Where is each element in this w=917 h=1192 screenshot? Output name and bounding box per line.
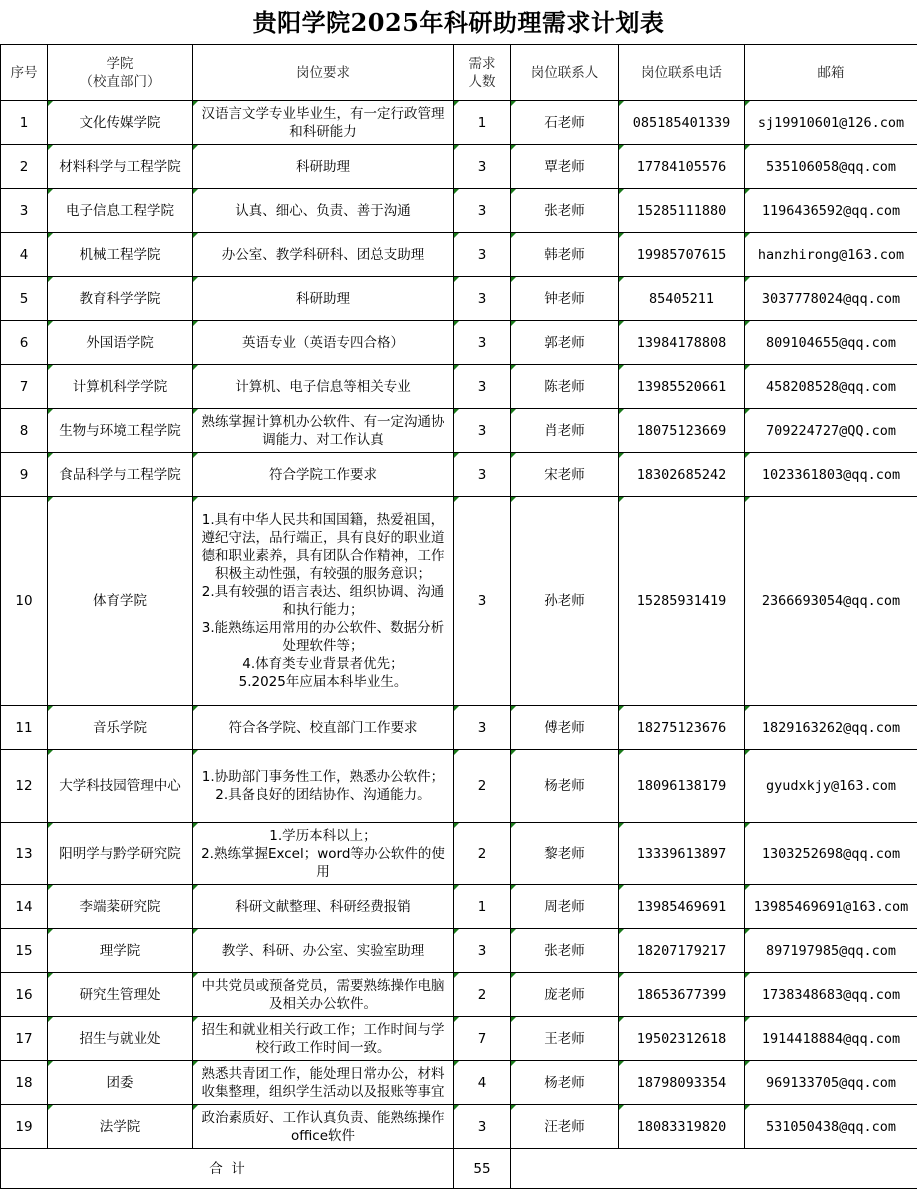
row-requirement: 教学、科研、办公室、实验室助理	[193, 929, 454, 973]
row-index: 13	[1, 823, 48, 885]
row-contact: 石老师	[511, 101, 619, 145]
row-index: 12	[1, 750, 48, 823]
row-email: 1914418884@qq.com	[745, 1017, 917, 1061]
header-phone: 岗位联系电话	[619, 45, 745, 101]
total-label: 合 计	[1, 1149, 454, 1189]
row-index: 5	[1, 277, 48, 321]
total-count: 55	[454, 1149, 511, 1189]
row-dept: 团委	[48, 1061, 193, 1105]
row-contact: 宋老师	[511, 453, 619, 497]
row-index: 3	[1, 189, 48, 233]
row-requirement: 科研助理	[193, 277, 454, 321]
row-contact: 覃老师	[511, 145, 619, 189]
row-requirement: 中共党员或预备党员，需要熟练操作电脑及相关办公软件。	[193, 973, 454, 1017]
table-row	[1, 973, 917, 1017]
row-index: 11	[1, 706, 48, 750]
row-contact: 张老师	[511, 189, 619, 233]
row-count: 3	[454, 497, 511, 706]
header-dept: 学院 （校直部门）	[48, 45, 193, 101]
row-phone: 18302685242	[619, 453, 745, 497]
row-phone: 13985469691	[619, 885, 745, 929]
row-requirement: 科研文献整理、科研经费报销	[193, 885, 454, 929]
row-count: 4	[454, 1061, 511, 1105]
table-row	[1, 277, 917, 321]
table-row	[1, 885, 917, 929]
row-email: 1738348683@qq.com	[745, 973, 917, 1017]
row-email: 458208528@qq.com	[745, 365, 917, 409]
row-count: 7	[454, 1017, 511, 1061]
row-index: 8	[1, 409, 48, 453]
row-count: 3	[454, 1105, 511, 1149]
row-contact: 杨老师	[511, 1061, 619, 1105]
row-dept: 法学院	[48, 1105, 193, 1149]
table-row	[1, 189, 917, 233]
row-email: 1023361803@qq.com	[745, 453, 917, 497]
row-dept: 生物与环境工程学院	[48, 409, 193, 453]
requirements-table	[0, 44, 917, 1189]
row-count: 1	[454, 101, 511, 145]
table-row	[1, 1061, 917, 1105]
row-requirement: 政治素质好、工作认真负责、能熟练操作office软件	[193, 1105, 454, 1149]
row-email: sj19910601@126.com	[745, 101, 917, 145]
row-requirement: 1.协助部门事务性工作，熟悉办公软件； 2.具备良好的团结协作、沟通能力。	[193, 750, 454, 823]
row-email: hanzhirong@163.com	[745, 233, 917, 277]
row-dept: 研究生管理处	[48, 973, 193, 1017]
row-contact: 杨老师	[511, 750, 619, 823]
row-requirement: 符合各学院、校直部门工作要求	[193, 706, 454, 750]
table-row	[1, 706, 917, 750]
row-count: 3	[454, 233, 511, 277]
row-count: 3	[454, 453, 511, 497]
row-phone: 15285111880	[619, 189, 745, 233]
table-row	[1, 145, 917, 189]
row-phone: 19502312618	[619, 1017, 745, 1061]
row-email: 969133705@qq.com	[745, 1061, 917, 1105]
header-requirement: 岗位要求	[193, 45, 454, 101]
row-count: 2	[454, 823, 511, 885]
table-row	[1, 750, 917, 823]
table-row	[1, 233, 917, 277]
row-index: 6	[1, 321, 48, 365]
row-email: 13985469691@163.com	[745, 885, 917, 929]
row-dept: 电子信息工程学院	[48, 189, 193, 233]
row-requirement: 汉语言文学专业毕业生，有一定行政管理和科研能力	[193, 101, 454, 145]
row-email: 531050438@qq.com	[745, 1105, 917, 1149]
row-phone: 15285931419	[619, 497, 745, 706]
row-phone: 18075123669	[619, 409, 745, 453]
row-phone: 085185401339	[619, 101, 745, 145]
row-requirement: 1.具有中华人民共和国国籍，热爱祖国，遵纪守法，品行端正，具有良好的职业道德和职业素养，具有团队合作精神，工作积极主动性强，有较强的服务意识； 2.具有较强的语言表达、组织协调、沟通和执行能力； 3.能熟练运用常用的办公软件、数据分析处理软件等； 4.体育类专业背景者优先； 5.2025年应届本科毕业生。	[193, 497, 454, 706]
row-requirement: 科研助理	[193, 145, 454, 189]
row-index: 17	[1, 1017, 48, 1061]
row-requirement: 熟悉共青团工作，能处理日常办公，材料收集整理，组织学生活动以及报账等事宜	[193, 1061, 454, 1105]
row-phone: 18207179217	[619, 929, 745, 973]
row-count: 2	[454, 750, 511, 823]
row-dept: 计算机科学学院	[48, 365, 193, 409]
row-contact: 钟老师	[511, 277, 619, 321]
row-contact: 肖老师	[511, 409, 619, 453]
row-count: 3	[454, 145, 511, 189]
row-contact: 张老师	[511, 929, 619, 973]
row-count: 3	[454, 321, 511, 365]
row-dept: 李端棻研究院	[48, 885, 193, 929]
header-contact: 岗位联系人	[511, 45, 619, 101]
table-row	[1, 409, 917, 453]
row-phone: 85405211	[619, 277, 745, 321]
row-requirement: 计算机、电子信息等相关专业	[193, 365, 454, 409]
row-contact: 韩老师	[511, 233, 619, 277]
row-contact: 黎老师	[511, 823, 619, 885]
row-dept: 机械工程学院	[48, 233, 193, 277]
table-row	[1, 1017, 917, 1061]
row-dept: 外国语学院	[48, 321, 193, 365]
row-dept: 体育学院	[48, 497, 193, 706]
row-phone: 18096138179	[619, 750, 745, 823]
header-count: 需求 人数	[454, 45, 511, 101]
row-requirement: 认真、细心、负责、善于沟通	[193, 189, 454, 233]
row-count: 3	[454, 365, 511, 409]
table-row	[1, 823, 917, 885]
table-row	[1, 497, 917, 706]
table-row	[1, 365, 917, 409]
row-dept: 材料科学与工程学院	[48, 145, 193, 189]
table-row	[1, 321, 917, 365]
row-phone: 18083319820	[619, 1105, 745, 1149]
row-index: 4	[1, 233, 48, 277]
row-requirement: 符合学院工作要求	[193, 453, 454, 497]
row-email: 709224727@QQ.com	[745, 409, 917, 453]
row-contact: 周老师	[511, 885, 619, 929]
row-email: 809104655@qq.com	[745, 321, 917, 365]
row-count: 1	[454, 885, 511, 929]
row-index: 15	[1, 929, 48, 973]
row-phone: 18798093354	[619, 1061, 745, 1105]
row-index: 1	[1, 101, 48, 145]
row-count: 2	[454, 973, 511, 1017]
row-contact: 庞老师	[511, 973, 619, 1017]
table-row	[1, 453, 917, 497]
row-email: 3037778024@qq.com	[745, 277, 917, 321]
row-email: 2366693054@qq.com	[745, 497, 917, 706]
row-index: 9	[1, 453, 48, 497]
row-dept: 大学科技园管理中心	[48, 750, 193, 823]
row-index: 2	[1, 145, 48, 189]
row-email: 897197985@qq.com	[745, 929, 917, 973]
row-email: 1303252698@qq.com	[745, 823, 917, 885]
row-contact: 傅老师	[511, 706, 619, 750]
row-index: 10	[1, 497, 48, 706]
row-requirement: 1.学历本科以上； 2.熟练掌握Excel；word等办公软件的使用	[193, 823, 454, 885]
total-empty	[511, 1149, 917, 1189]
row-email: 535106058@qq.com	[745, 145, 917, 189]
row-phone: 17784105576	[619, 145, 745, 189]
row-requirement: 办公室、教学科研科、团总支助理	[193, 233, 454, 277]
row-phone: 18653677399	[619, 973, 745, 1017]
row-phone: 13985520661	[619, 365, 745, 409]
row-count: 3	[454, 409, 511, 453]
table-row	[1, 1105, 917, 1149]
row-phone: 13984178808	[619, 321, 745, 365]
row-contact: 王老师	[511, 1017, 619, 1061]
row-dept: 招生与就业处	[48, 1017, 193, 1061]
row-dept: 理学院	[48, 929, 193, 973]
row-index: 19	[1, 1105, 48, 1149]
row-email: 1196436592@qq.com	[745, 189, 917, 233]
row-index: 16	[1, 973, 48, 1017]
row-count: 3	[454, 929, 511, 973]
row-dept: 音乐学院	[48, 706, 193, 750]
row-requirement: 招生和就业相关行政工作；工作时间与学校行政工作时间一致。	[193, 1017, 454, 1061]
row-email: 1829163262@qq.com	[745, 706, 917, 750]
page-title: 贵阳学院2025年科研助理需求计划表	[252, 8, 665, 37]
row-contact: 孙老师	[511, 497, 619, 706]
row-phone: 19985707615	[619, 233, 745, 277]
row-count: 3	[454, 189, 511, 233]
row-dept: 教育科学学院	[48, 277, 193, 321]
table-row	[1, 929, 917, 973]
row-requirement: 英语专业（英语专四合格）	[193, 321, 454, 365]
row-email: gyudxkjy@163.com	[745, 750, 917, 823]
row-phone: 18275123676	[619, 706, 745, 750]
header-row	[1, 45, 917, 101]
row-index: 14	[1, 885, 48, 929]
header-email: 邮箱	[745, 45, 917, 101]
row-count: 3	[454, 277, 511, 321]
header-index: 序号	[1, 45, 48, 101]
row-dept: 阳明学与黔学研究院	[48, 823, 193, 885]
row-dept: 食品科学与工程学院	[48, 453, 193, 497]
row-contact: 陈老师	[511, 365, 619, 409]
row-requirement: 熟练掌握计算机办公软件、有一定沟通协调能力、对工作认真	[193, 409, 454, 453]
row-index: 7	[1, 365, 48, 409]
row-dept: 文化传媒学院	[48, 101, 193, 145]
row-phone: 13339613897	[619, 823, 745, 885]
row-index: 18	[1, 1061, 48, 1105]
row-contact: 汪老师	[511, 1105, 619, 1149]
row-contact: 郭老师	[511, 321, 619, 365]
total-row	[1, 1149, 917, 1189]
row-count: 3	[454, 706, 511, 750]
table-row	[1, 101, 917, 145]
